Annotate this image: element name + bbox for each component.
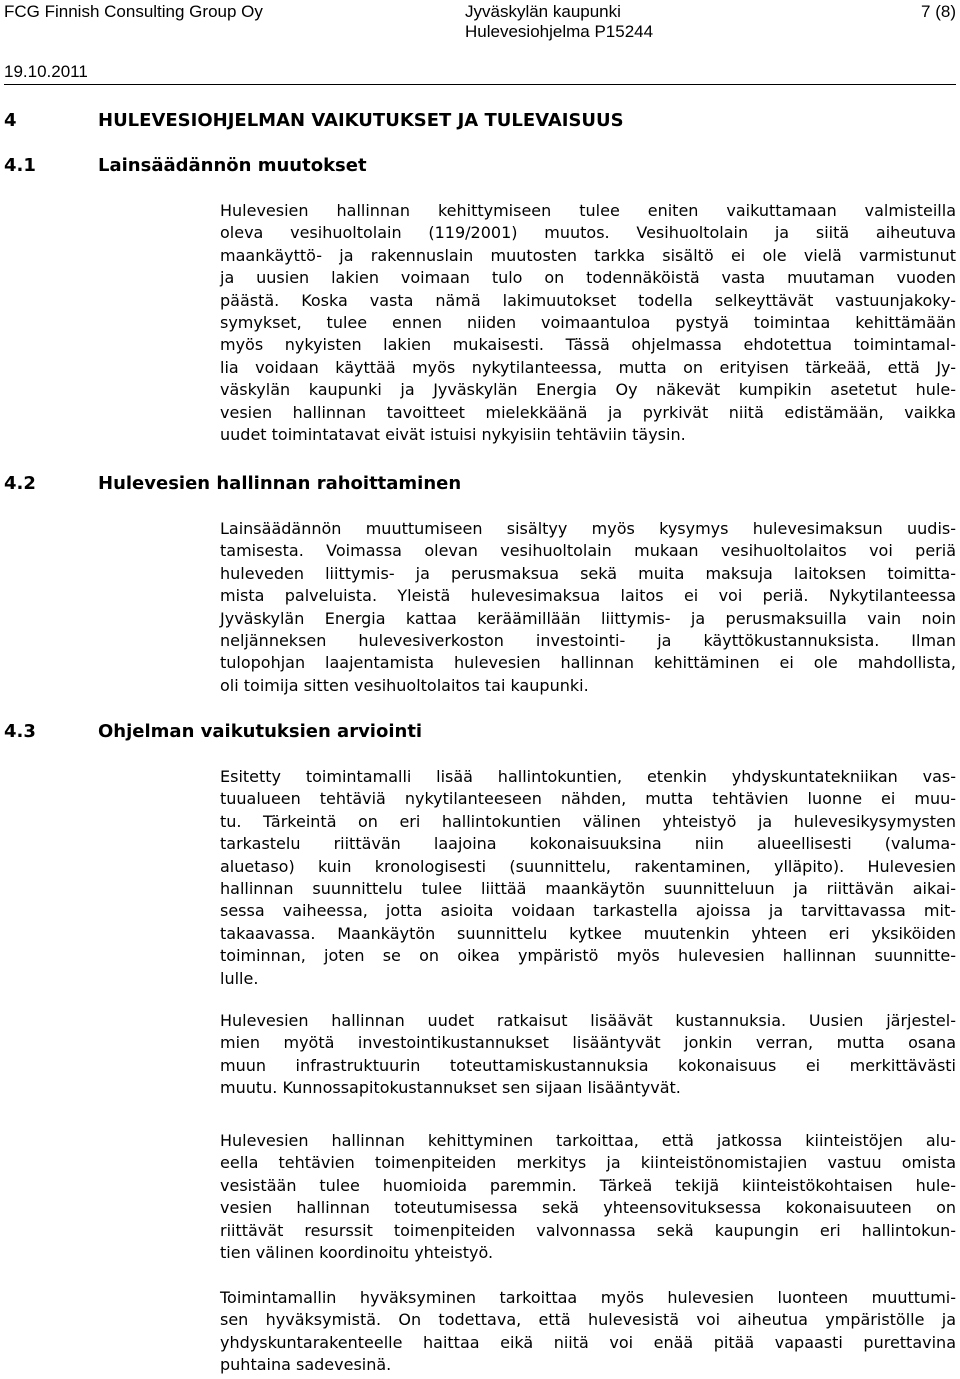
- text-line: Hulevesien hallinnan uudet ratkaisut lisäävät kustannuksia. Uusien järjestel-: [220, 1011, 956, 1030]
- header-company: FCG Finnish Consulting Group Oy: [4, 2, 263, 21]
- text-line: oleva vesihuoltolain (119/2001) muutos. Vesihuoltolain ja siitä aiheutuva: [220, 223, 956, 243]
- text-line: päästä. Koska vasta nämä lakimuutokset todella selkeyttävät vastuunjakoky-: [220, 290, 956, 310]
- text-line: vesien hallinnan toteutumisessa sekä yhteensovituksessa kokonaisuuteen on: [220, 1198, 956, 1218]
- text-line: tulopohjan laajentamista hulevesien hallinnan kehittäminen ei ole mahdollista,: [220, 653, 956, 673]
- section-number: 4.2: [4, 473, 36, 494]
- text-line: aluetaso) kuin kronologisesti (suunnittelu, rakentaminen, ylläpito). Hulevesien: [220, 856, 956, 876]
- section-heading-4-3: [4, 721, 422, 743]
- text-line: Hulevesien hallinnan kehittyminen tarkoittaa, että jatkossa kiinteistöjen alu-: [220, 1131, 956, 1150]
- text-line: maankäyttö- ja rakennuslain muutosten tarkka sisältö ei ole vielä varmistunut: [220, 245, 956, 265]
- header-divider: [4, 84, 956, 85]
- section-number: 4.3: [4, 721, 36, 742]
- text-line: lia voidaan käyttää myös nykytilanteessa, mutta on erityisen tärkeää, että Jy-: [220, 357, 956, 377]
- text-line: Lainsäädännön muuttumiseen sisältyy myös kysymys hulevesimaksun uudis-: [220, 519, 956, 538]
- text-line: tarkastelu riittävän laajoina kokonaisuuksina niin alueellisesti (valuma-: [220, 834, 956, 854]
- text-line: mista palveluista. Yleistä hulevesimaksua laitos ei voi periä. Nykytilanteessa: [220, 586, 956, 606]
- text-line: puhtaina sadevesinä.: [220, 1355, 392, 1375]
- section-heading-4-1: [4, 155, 367, 177]
- text-line: toiminnan, joten se on oikea ympäristö myös hulevesien hallinnan suunnitte-: [220, 946, 956, 966]
- text-line: lulle.: [220, 968, 259, 988]
- paragraph-4-3-1: [220, 766, 956, 990]
- text-line: tu. Tärkeintä on eri hallintokuntien välinen yhteistyö ja hulevesikysymysten: [220, 811, 956, 831]
- paragraph-4-2-1: [220, 518, 956, 697]
- text-line: eella tehtävien toimenpiteiden merkitys ja kiinteistönomistajien vastuu omista: [220, 1153, 956, 1173]
- text-line: uudet toimintatavat eivät istuisi nykyisiin tehtäviin täysin.: [220, 424, 686, 444]
- text-line: tamisesta. Voimassa olevan vesihuoltolain mukaan vesihuoltolaitos voi periä: [220, 541, 956, 561]
- text-line: tien välinen koordinoitu yhteistyö.: [220, 1242, 494, 1262]
- text-line: yhdyskuntarakenteelle haittaa eikä niitä voi enää pitää vapaasti purettavina: [220, 1332, 956, 1352]
- text-line: hallinnan suunnittelu tulee liittää maankäytön suunnitteluun ja riittävän aikai-: [220, 878, 956, 898]
- text-line: takaavassa. Maankäytön suunnittelu kytkee muutenkin yhteen eri yksiköiden: [220, 923, 956, 943]
- paragraph-4-3-4: [220, 1287, 956, 1377]
- text-line: vesistään tulee huomioida paremmin. Tärkeä tekijä kiinteistökohtaisen hule-: [220, 1175, 956, 1195]
- section-title: Lainsäädännön muutokset: [98, 155, 367, 176]
- text-line: Jyväskylän Energia kattaa keräämillään liittymis- ja perusmaksuilla vain noin: [220, 608, 956, 628]
- header-client: Jyväskylän kaupunki: [465, 2, 621, 21]
- paragraph-4-1-1: [220, 200, 956, 446]
- paragraph-4-3-2: [220, 1010, 956, 1100]
- section-heading-4: [4, 110, 624, 132]
- section-heading-4-2: [4, 473, 461, 495]
- text-line: oli toimija sitten vesihuoltolaitos tai kaupunki.: [220, 675, 589, 695]
- text-line: sen hyväksymistä. On todettava, että hulevesistä voi aiheutua ympäristölle ja: [220, 1310, 956, 1330]
- text-line: väskylän kaupunki ja Jyväskylän Energia Oy näkevät kumpikin asetetut hule-: [220, 380, 956, 400]
- text-line: myös nykyisten lakien mukaisesti. Tässä ohjelmassa ehdotettua toimintamal-: [220, 335, 956, 355]
- text-line: symykset, tulee ennen niiden voimaantuloa pystyä toimintaa kehittämään: [220, 312, 956, 332]
- text-line: mien myötä investointikustannukset lisääntyvät jonkin verran, mutta osana: [220, 1033, 956, 1053]
- section-title: Ohjelman vaikutuksien arviointi: [98, 721, 423, 742]
- text-line: Esitetty toimintamalli lisää hallintokuntien, etenkin yhdyskuntatekniikan vas-: [220, 767, 956, 786]
- section-number: 4: [4, 110, 17, 131]
- text-line: huleveden liittymis- ja perusmaksua sekä muita maksuja laitoksen toimitta-: [220, 563, 956, 583]
- text-line: muutu. Kunnossapitokustannukset sen sijaan lisääntyvät.: [220, 1078, 681, 1098]
- paragraph-4-3-3: [220, 1130, 956, 1264]
- text-line: Toimintamallin hyväksyminen tarkoittaa myös hulevesien luonteen muuttumi-: [220, 1288, 956, 1307]
- text-line: muun infrastruktuurin toteuttamiskustannuksia kokonaisuus ei merkittävästi: [220, 1055, 956, 1075]
- section-title: HULEVESIOHJELMAN VAIKUTUKSET JA TULEVAISUUS: [98, 110, 624, 131]
- text-line: ja uusien lakien voimaan tulo on todennäköistä vasta muutaman vuoden: [220, 268, 956, 288]
- header-date: 19.10.2011: [4, 62, 88, 81]
- header-project: Hulevesiohjelma P15244: [465, 22, 654, 41]
- text-line: vesien hallinnan tavoitteet mielekkäänä ja pyrkivät niitä edistämään, vaikka: [220, 402, 956, 422]
- text-line: Hulevesien hallinnan kehittymiseen tulee eniten vaikuttamaan valmisteilla: [220, 201, 956, 220]
- text-line: sessa vaiheessa, jotta asioita voidaan tarkastella ajoissa ja tarvittavassa mit-: [220, 901, 956, 921]
- text-line: riittävät resurssit toimenpiteiden valvonnassa sekä kaupungin eri hallintokun-: [220, 1220, 956, 1240]
- text-line: tuualueen tehtäviä nykytilanteeseen nähden, mutta tehtävien luonne ei muu-: [220, 789, 956, 809]
- section-number: 4.1: [4, 155, 36, 176]
- text-line: neljänneksen hulevesiverkoston investointi- ja käyttökustannuksista. Ilman: [220, 630, 956, 650]
- header-page-number: 7 (8): [921, 2, 956, 21]
- section-title: Hulevesien hallinnan rahoittaminen: [98, 473, 462, 494]
